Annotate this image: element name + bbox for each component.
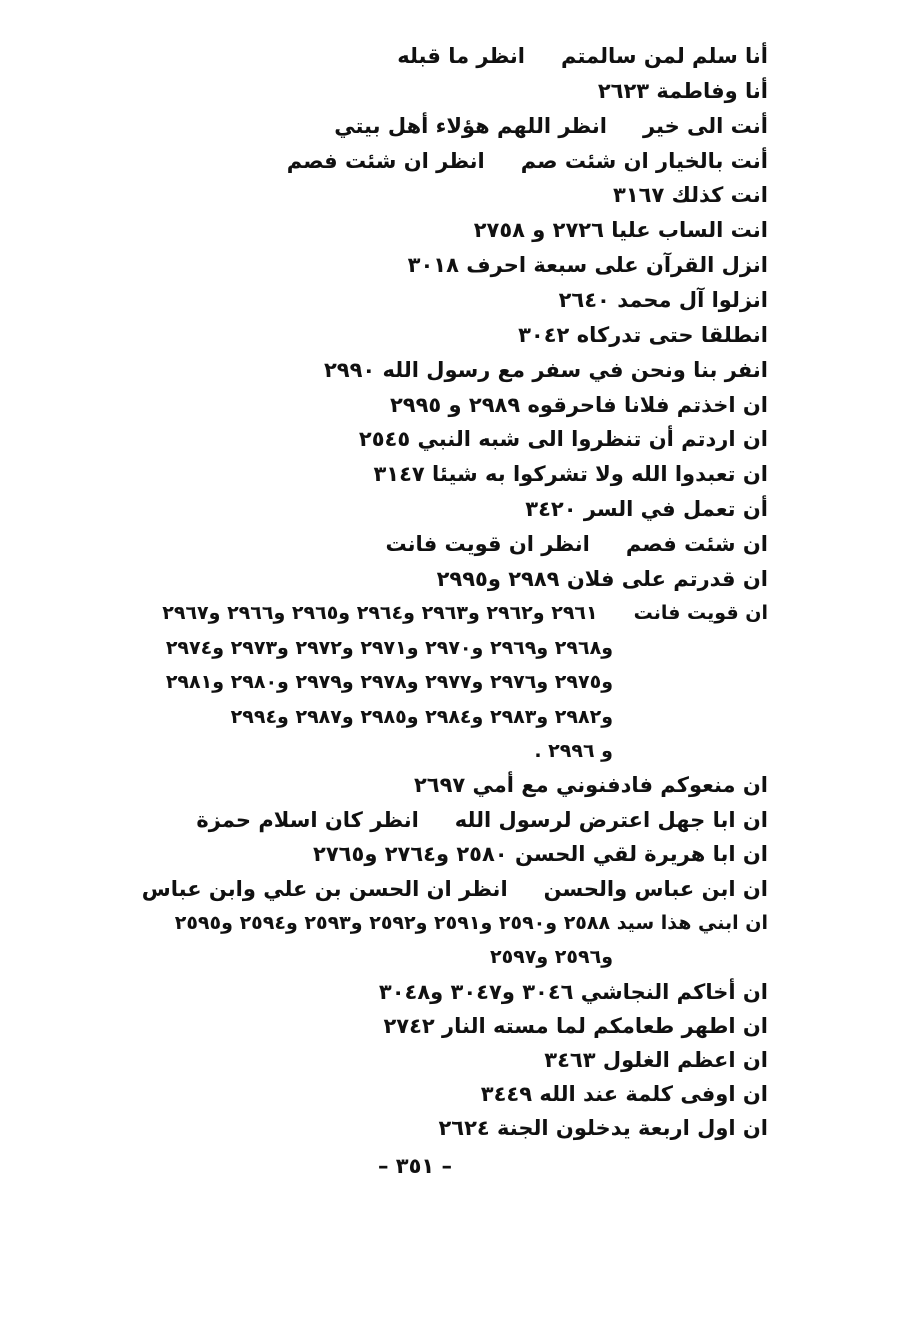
- entry-head: انزلوا آل محمد ٢٦٤٠: [558, 288, 768, 312]
- entry-continuation: [231, 703, 613, 731]
- index-entry: [518, 321, 768, 349]
- entry-reference: انظر ان قويت فانت: [385, 532, 590, 556]
- index-entry: [383, 1012, 768, 1040]
- entry-head: أنت الى خير: [642, 114, 768, 138]
- index-entry: [359, 425, 768, 453]
- index-entry: [324, 356, 768, 384]
- entry-reference: انظر ما قبله: [397, 44, 525, 68]
- entry-head: ان منعوكم فادفنوني مع أمي ٢٦٩٧: [413, 773, 768, 797]
- index-entry: [474, 216, 768, 244]
- entry-head: ان اوفى كلمة عند الله ٣٤٤٩: [480, 1082, 768, 1106]
- page-number: – ٣٥١ –: [377, 1154, 453, 1178]
- entry-reference: ٢٩٦١ و٢٩٦٢ و٢٩٦٣ و٢٩٦٤ و٢٩٦٥ و٢٩٦٦ و٢٩٦٧: [162, 602, 598, 624]
- entry-head: ان قدرتم على فلان ٢٩٨٩ و٢٩٩٥: [436, 567, 768, 591]
- entry-head: أن تعمل في السر ٣٤٢٠: [525, 497, 768, 521]
- entry-head: ان اردتم أن تنظروا الى شبه النبي ٢٥٤٥: [358, 427, 768, 451]
- index-entry: [313, 840, 768, 868]
- entry-continuation: [166, 668, 613, 696]
- entry-reference: و٢٩٨٢ و٢٩٨٣ و٢٩٨٤ و٢٩٨٥ و٢٩٨٧ و٢٩٩٤: [230, 706, 613, 728]
- entry-head: أنا سلم لمن سالمتم: [561, 44, 768, 68]
- entry-head: ان اطهر طعامكم لما مسته النار ٢٧٤٢: [383, 1014, 768, 1038]
- entry-head: ان ابن عباس والحسن: [543, 877, 768, 901]
- index-entry: [334, 112, 768, 140]
- index-entry: [437, 565, 768, 593]
- entry-head: ان ابا هريرة لقي الحسن ٢٥٨٠ و٢٧٦٤ و٢٧٦٥: [313, 842, 768, 866]
- entry-reference: و٢٩٦٨ و٢٩٦٩ و٢٩٧٠ و٢٩٧١ و٢٩٧٢ و٢٩٧٣ و٢٩٧٤: [165, 637, 613, 659]
- entry-head: انت كذلك ٣١٦٧: [613, 183, 768, 207]
- entry-continuation: [490, 943, 613, 971]
- entry-continuation: [166, 634, 613, 662]
- entry-reference: و٢٥٩٦ و٢٥٩٧: [489, 946, 613, 968]
- index-entry: [287, 147, 768, 175]
- entry-continuation: [534, 737, 613, 765]
- entry-head: ان ابا جهل اعترض لرسول الله: [454, 808, 768, 832]
- entry-head: أنت بالخيار ان شئت صم: [520, 149, 768, 173]
- entry-reference: انظر كان اسلام حمزة: [196, 808, 419, 832]
- index-entry: [613, 181, 768, 209]
- entry-head: انت الساب عليا ٢٧٢٦ و ٢٧٥٨: [473, 218, 768, 242]
- index-entry: [162, 599, 768, 627]
- entry-head: انفر بنا ونحن في سفر مع رسول الله ٢٩٩٠: [323, 358, 768, 382]
- index-entry: [438, 1114, 768, 1142]
- entry-head: ان شئت فصم: [625, 532, 768, 556]
- entry-reference: انظر ان الحسن بن علي وابن عباس: [141, 877, 508, 901]
- index-entry: [390, 391, 768, 419]
- index-entry: [175, 909, 768, 937]
- index-entry: [598, 77, 768, 105]
- index-entry: [385, 530, 768, 558]
- entry-head: ان تعبدوا الله ولا تشركوا به شيئا ٣١٤٧: [373, 462, 768, 486]
- entry-head: انطلقا حتى تدركاه ٣٠٤٢: [518, 323, 768, 347]
- entry-head: ان اعظم الغلول ٣٤٦٣: [544, 1048, 768, 1072]
- index-entry: [525, 495, 768, 523]
- index-entry: [559, 286, 768, 314]
- entry-reference: و ٢٩٩٦ .: [534, 740, 613, 762]
- entry-head: انزل القرآن على سبعة احرف ٣٠١٨: [407, 253, 768, 277]
- index-entry: [414, 771, 768, 799]
- index-entry: [373, 460, 768, 488]
- index-entry: [397, 42, 768, 70]
- index-entry: [481, 1080, 768, 1108]
- index-entry: [379, 978, 768, 1006]
- entry-head: ان أخاكم النجاشي ٣٠٤٦ و٣٠٤٧ و٣٠٤٨: [378, 980, 768, 1004]
- entry-head: ان قويت فانت: [633, 602, 768, 624]
- index-entry: [544, 1046, 768, 1074]
- index-entry: [408, 251, 768, 279]
- entry-head: أنا وفاطمة ٢٦٢٣: [597, 79, 768, 103]
- entry-head: ان ابني هذا سيد ٢٥٨٨ و٢٥٩٠ و٢٥٩١ و٢٥٩٢ و٢٥٩٣ و٢٥٩٤ و٢٥٩٥: [174, 912, 768, 934]
- entry-reference: و٢٩٧٥ و٢٩٧٦ و٢٩٧٧ و٢٩٧٨ و٢٩٧٩ و٢٩٨٠ و٢٩٨١: [165, 671, 613, 693]
- index-entry: [196, 806, 768, 834]
- entry-reference: انظر اللهم هؤلاء أهل بيتي: [334, 114, 607, 138]
- entry-head: ان اخذتم فلانا فاحرقوه ٢٩٨٩ و ٢٩٩٥: [389, 393, 768, 417]
- index-entry: [142, 875, 768, 903]
- entry-head: ان اول اربعة يدخلون الجنة ٢٦٢٤: [438, 1116, 768, 1140]
- entry-reference: انظر ان شئت فصم: [286, 149, 485, 173]
